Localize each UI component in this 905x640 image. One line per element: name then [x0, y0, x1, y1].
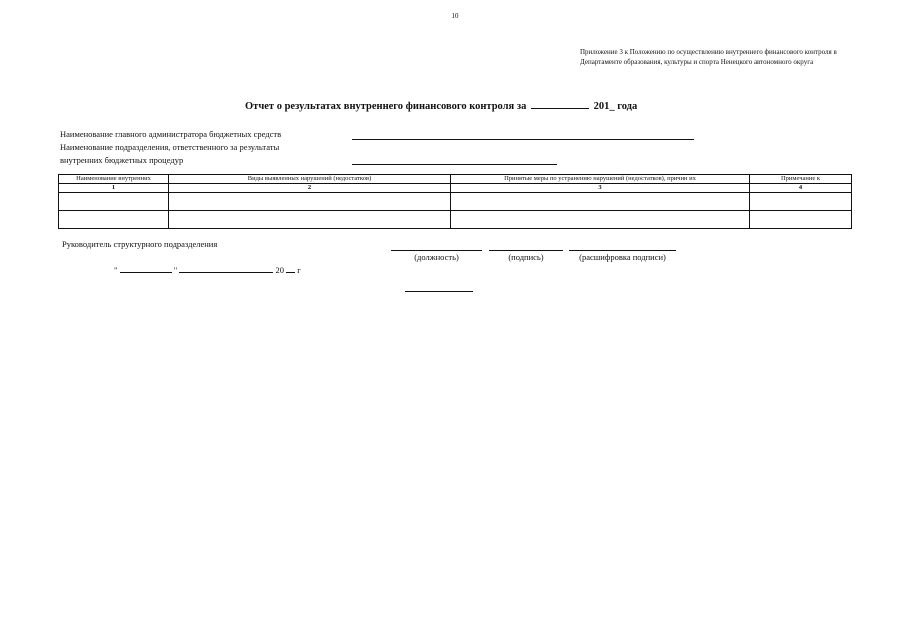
position-line[interactable] — [391, 250, 482, 251]
signer-label: Руководитель структурного подразделения — [62, 239, 218, 249]
main-admin-fill-line[interactable] — [352, 139, 694, 140]
table-cell[interactable] — [169, 193, 451, 211]
report-title-prefix: Отчет о результатах внутреннего финансового контроля за — [245, 101, 527, 112]
month-blank[interactable] — [179, 263, 273, 273]
table-cell[interactable] — [451, 211, 750, 229]
unit-label-line1: Наименование подразделения, ответственного за результаты — [60, 142, 280, 152]
report-title — [245, 99, 637, 112]
signature-line[interactable] — [489, 250, 563, 251]
year-prefix: 20 — [275, 265, 284, 275]
table-header-row — [59, 175, 852, 184]
position-caption: (должность) — [414, 252, 459, 262]
date-line — [114, 263, 301, 275]
report-title-suffix: 201_ года — [593, 101, 638, 112]
header-violation-types: Виды выявленных нарушений (недостатков) — [169, 175, 451, 184]
table-cell[interactable] — [59, 211, 169, 229]
decoding-line[interactable] — [569, 250, 676, 251]
table-cell[interactable] — [750, 193, 852, 211]
column-number: 1 — [59, 184, 169, 193]
year-blank[interactable] — [286, 263, 295, 273]
header-internal-procedures: Наименование внутренних — [59, 175, 169, 184]
table-cell[interactable] — [750, 211, 852, 229]
report-table — [58, 174, 852, 229]
period-blank[interactable] — [531, 99, 589, 109]
table-number-row — [59, 184, 852, 193]
date-open-quote: " — [114, 265, 118, 275]
day-blank[interactable] — [120, 263, 172, 273]
table-row — [59, 193, 852, 211]
header-measures-taken: Принятые меры по устранению нарушений (недостатков), причин их — [451, 175, 750, 184]
date-close-quote: " — [173, 265, 178, 275]
end-divider — [405, 291, 473, 292]
table-row — [59, 211, 852, 229]
column-number: 3 — [451, 184, 750, 193]
decoding-caption: (расшифровка подписи) — [579, 252, 666, 262]
unit-fill-line[interactable] — [352, 164, 557, 165]
main-admin-label: Наименование главного администратора бюджетных средств — [60, 129, 282, 139]
table-cell[interactable] — [169, 211, 451, 229]
column-number: 2 — [169, 184, 451, 193]
table-cell[interactable] — [451, 193, 750, 211]
table-cell[interactable] — [59, 193, 169, 211]
column-number: 4 — [750, 184, 852, 193]
appendix-note: Приложение 3 к Положению по осуществлению внутреннего финансового контроля в Департаменте образования, культуры и спорта Ненецкого автономного округа — [580, 48, 837, 66]
signature-caption: (подпись) — [508, 252, 544, 262]
page-number: 10 — [451, 12, 459, 20]
header-note: Примечание к — [750, 175, 852, 184]
unit-label-line2: внутренних бюджетных процедур — [60, 155, 184, 165]
year-suffix: г — [297, 265, 301, 275]
